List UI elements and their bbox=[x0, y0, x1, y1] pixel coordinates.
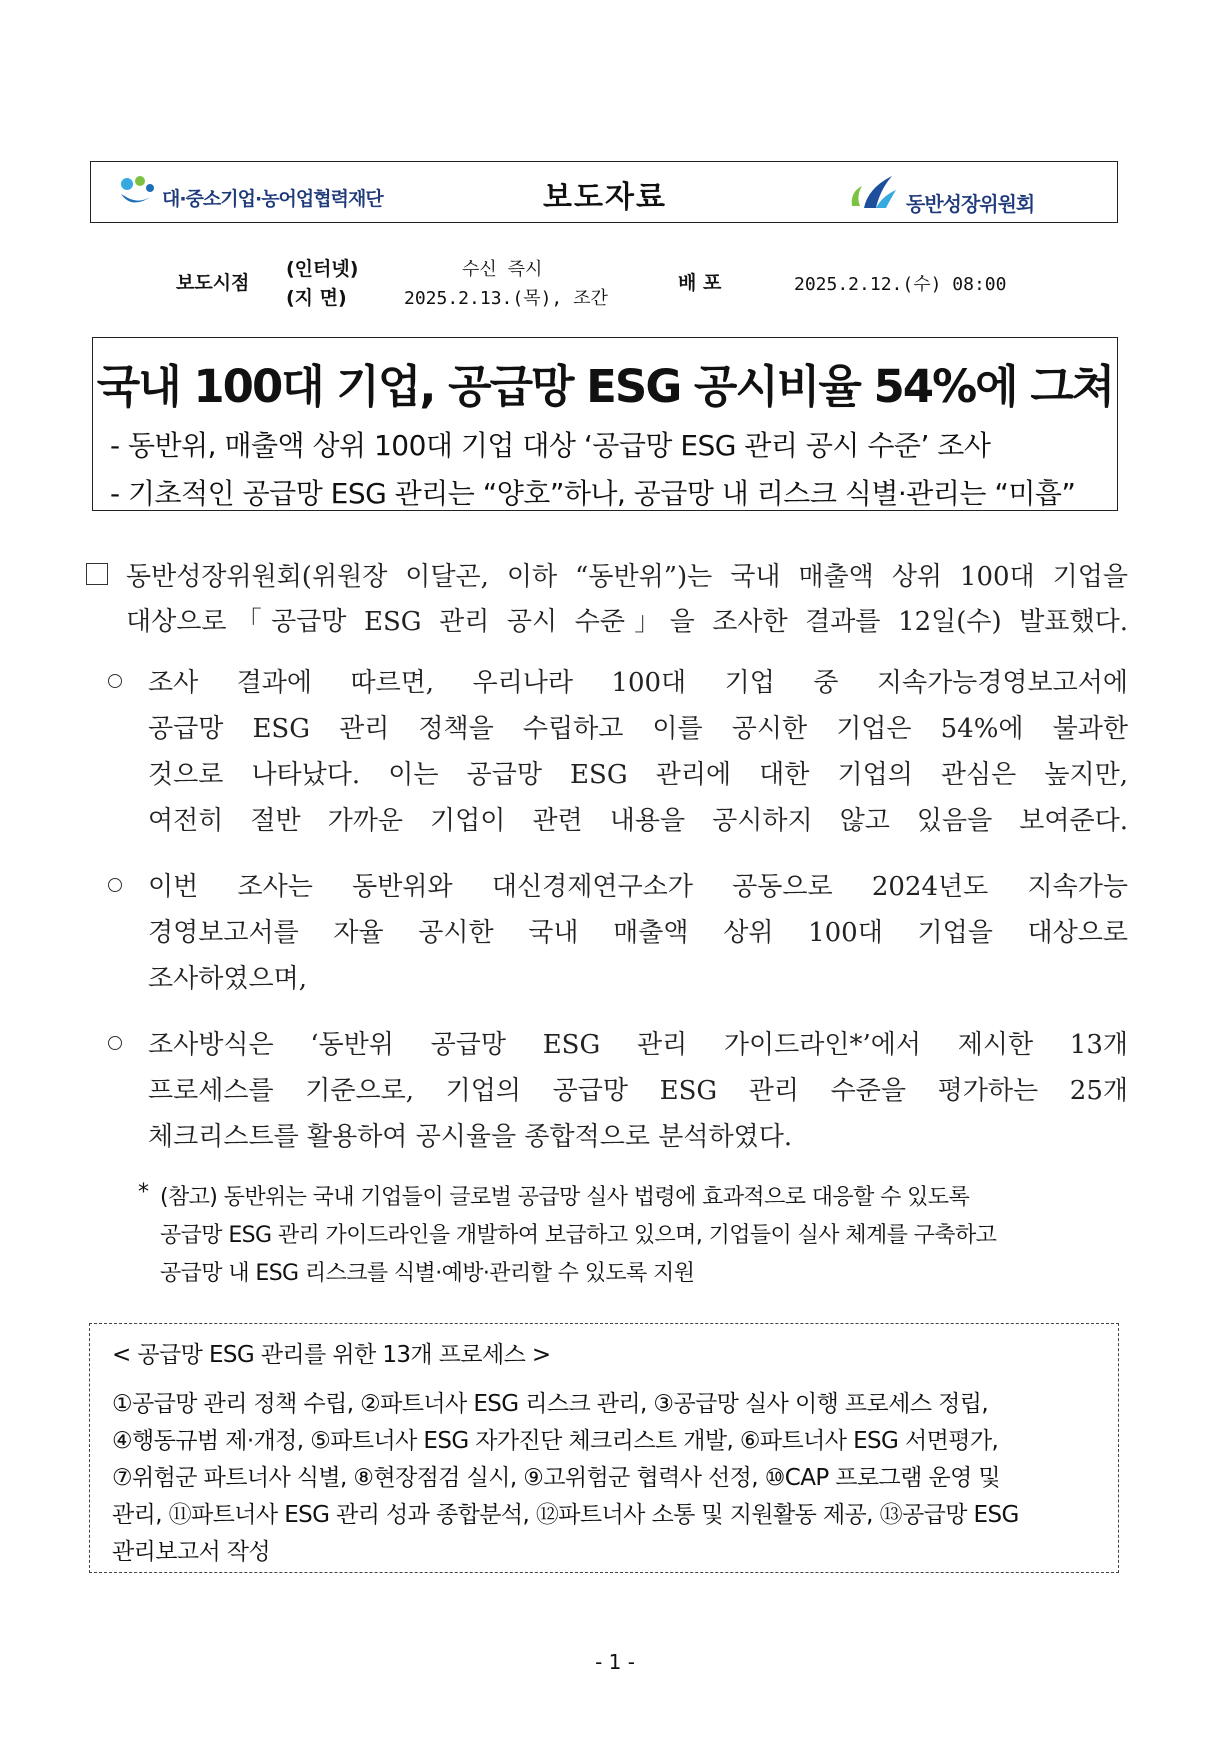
circle-bullet-icon bbox=[108, 1036, 122, 1050]
bullet3-line-3: 체크리스트를 활용하여 공시율을 종합적으로 분석하였다. bbox=[148, 1122, 793, 1152]
note-marker: * bbox=[138, 1180, 149, 1205]
time-internet: 수신 즉시 bbox=[462, 259, 543, 280]
process-line-4: 관리, ⑪파트너사 ESG 관리 성과 종합분석, ⑫파트너사 소통 및 지원활동 제공, ⑬공급망 ESG bbox=[112, 1502, 1019, 1528]
note-line-2: 공급망 ESG 관리 가이드라인을 개발하여 보급하고 있으며, 기업들이 실사 체계를 구축하고 bbox=[160, 1223, 997, 1248]
bullet2-line-1: 이번 조사는 동반위와 대신경제연구소가 공동으로 2024년도 지속가능 bbox=[148, 872, 1128, 902]
distribution-label: 배 포 bbox=[678, 272, 722, 294]
bullet2-line-2: 경영보고서를 자율 공시한 국내 매출액 상위 100대 기업을 대상으로 bbox=[148, 918, 1128, 948]
org-left-logo bbox=[118, 172, 418, 212]
bullet1-line-4: 여전히 절반 가까운 기업이 관련 내용을 공시하지 않고 있음을 보여준다. bbox=[148, 806, 1128, 836]
bullet1-line-2: 공급망 ESG 관리 정책을 수립하고 이를 공시한 기업은 54%에 불과한 bbox=[148, 714, 1128, 744]
bullet3-line-1: 조사방식은 ‘동반위 공급망 ESG 관리 가이드라인*’에서 제시한 13개 bbox=[148, 1030, 1128, 1060]
note-line-1: (참고) 동반위는 국내 기업들이 글로벌 공급망 실사 법령에 효과적으로 대응할 수 있도록 bbox=[160, 1185, 970, 1210]
media-internet: (인터넷) bbox=[286, 258, 359, 280]
headline: 국내 100대 기업, 공급망 ESG 공시비율 54%에 그쳐 bbox=[96, 360, 1114, 413]
process-line-1: ①공급망 관리 정책 수립, ②파트너사 ESG 리스크 관리, ③공급망 실사 이행 프로세스 정립, bbox=[112, 1391, 989, 1417]
page-number: - 1 - bbox=[595, 1650, 635, 1674]
subheadline-2: - 기초적인 공급망 ESG 관리는 “양호”하나, 공급망 내 리스크 식별·관리는 “미흡” bbox=[110, 477, 1076, 510]
lead-line-2: 대상으로「공급망 ESG 관리 공시 수준」을 조사한 결과를 12일(수) 발표했다. bbox=[126, 607, 1128, 637]
commission-logo-icon bbox=[846, 172, 900, 212]
org-right-name: 동반성장위원회 bbox=[906, 192, 1035, 216]
release-label: 보도시점 bbox=[176, 272, 250, 294]
org-right-logo bbox=[846, 176, 1086, 216]
bullet3-line-2: 프로세스를 기준으로, 기업의 공급망 ESG 관리 수준을 평가하는 25개 bbox=[148, 1076, 1128, 1106]
note-line-3: 공급망 내 ESG 리스크를 식별·예방·관리할 수 있도록 지원 bbox=[160, 1261, 695, 1286]
lead-line-1: 동반성장위원회(위원장 이달곤, 이하 “동반위”)는 국내 매출액 상위 100대 기업을 bbox=[126, 562, 1128, 592]
media-paper: (지 면) bbox=[286, 287, 347, 309]
bullet1-line-3: 것으로 나타났다. 이는 공급망 ESG 관리에 대한 기업의 관심은 높지만, bbox=[148, 760, 1128, 790]
document-type: 보도자료 bbox=[543, 180, 667, 215]
circle-bullet-icon bbox=[108, 878, 122, 892]
process-line-2: ④행동규범 제·개정, ⑤파트너사 ESG 자가진단 체크리스트 개발, ⑥파트너사 ESG 서면평가, bbox=[112, 1428, 999, 1454]
circle-bullet-icon bbox=[108, 674, 122, 688]
checkbox-square-icon bbox=[86, 563, 108, 585]
process-line-5: 관리보고서 작성 bbox=[112, 1539, 271, 1565]
process-box-title: < 공급망 ESG 관리를 위한 13개 프로세스 > bbox=[112, 1342, 551, 1368]
time-paper: 2025.2.13.(목), 조간 bbox=[404, 288, 608, 309]
bullet1-line-1: 조사 결과에 따르면, 우리나라 100대 기업 중 지속가능경영보고서에 bbox=[148, 668, 1128, 698]
subheadline-1: - 동반위, 매출액 상위 100대 기업 대상 ‘공급망 ESG 관리 공시 수준’ 조사 bbox=[110, 429, 991, 462]
foundation-logo-icon bbox=[118, 172, 162, 212]
bullet2-line-3: 조사하였으며, bbox=[148, 964, 307, 994]
org-left-name: 대·중소기업·농어업협력재단 bbox=[162, 188, 383, 210]
process-line-3: ⑦위험군 파트너사 식별, ⑧현장점검 실시, ⑨고위험군 협력사 선정, ⑩CAP 프로그램 운영 및 bbox=[112, 1465, 1001, 1491]
distribution-time: 2025.2.12.(수) 08:00 bbox=[794, 274, 1007, 295]
